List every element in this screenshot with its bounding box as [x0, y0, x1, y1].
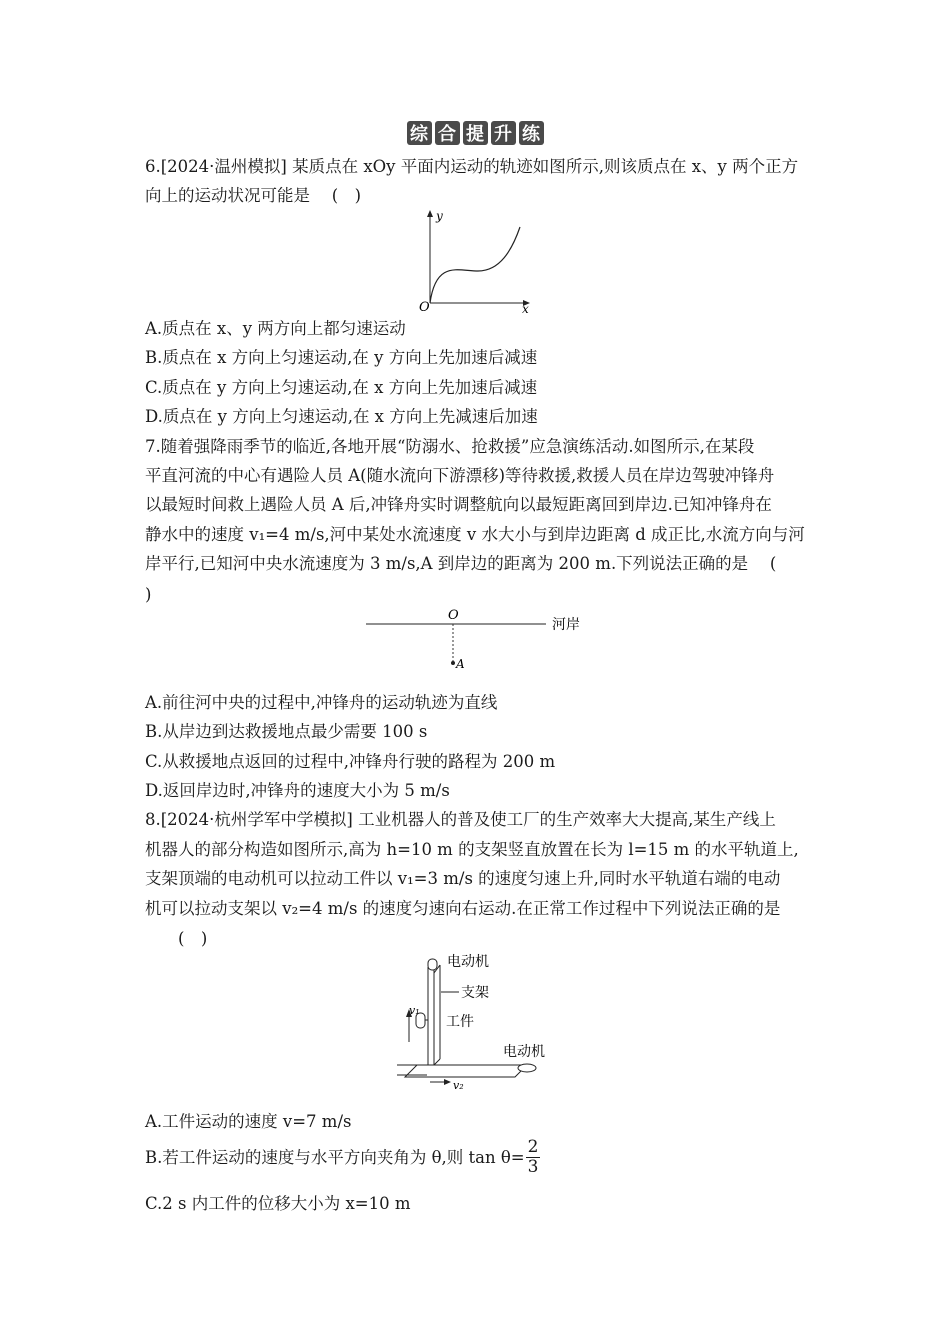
top-motor-shape [428, 959, 437, 970]
q6-option-a: A.质点在 x、y 两方向上都匀速运动 [145, 319, 406, 338]
q6-trajectory-figure [410, 205, 535, 317]
q7-stem-line: 岸平行,已知河中央水流速度为 3 m/s,A 到岸边的距离为 200 m.下列说法正确的是 ( [145, 554, 777, 573]
workpiece-label: 工件 [446, 1014, 474, 1030]
q7-option-b: B.从岸边到达救援地点最少需要 100 s [145, 722, 428, 741]
q7-option-c: C.从救援地点返回的过程中,冲锋舟行驶的路程为 200 m [145, 752, 556, 771]
y-axis-arrow [427, 210, 433, 217]
q8-stem-line: 8.[2024·杭州学军中学模拟] 工业机器人的普及使工厂的生产效率大大提高,某生产线上 [145, 810, 776, 829]
origin-label: O [419, 300, 430, 315]
q7-stem-line: 静水中的速度 v₁=4 m/s,河中某处水流速度 v 水大小与到岸边距离 d 成正比,水流方向与河 [145, 525, 805, 544]
header-char: 升 [491, 121, 516, 145]
q7-stem-line: 平直河流的中心有遇险人员 A(随水流向下游漂移)等待救援,救援人员在岸边驾驶冲锋舟 [145, 466, 775, 485]
x-axis-label: x [522, 302, 529, 316]
fraction-numerator: 2 [527, 1137, 539, 1157]
origin-label: O [448, 608, 459, 623]
point-a-dot [451, 661, 455, 665]
q8-option-c: C.2 s 内工件的位移大小为 x=10 m [145, 1194, 411, 1213]
header-char: 提 [463, 121, 488, 145]
q7-stem-line: ) [145, 585, 152, 604]
q6-option-c: C.质点在 y 方向上匀速运动,在 x 方向上先加速后减速 [145, 378, 538, 397]
v2-label: v₂ [453, 1079, 464, 1092]
v2-arrow-head [444, 1079, 451, 1085]
q8-stem-line: ( ) [178, 929, 208, 948]
header-char: 练 [519, 121, 544, 145]
q8-stem-line: 支架顶端的电动机可以拉动工件以 v₁=3 m/s 的速度匀速上升,同时水平轨道右端的电动 [145, 869, 781, 888]
q8-option-b-text: B.若工件运动的速度与水平方向夹角为 θ,则 tan θ= [145, 1147, 525, 1167]
point-a-label: A [456, 657, 465, 671]
q7-river-figure [364, 605, 604, 675]
q8-option-a: A.工件运动的速度 v=7 m/s [145, 1112, 352, 1131]
v1-label: v₁ [409, 1004, 420, 1017]
q6-option-d: D.质点在 y 方向上匀速运动,在 x 方向上先减速后加速 [145, 407, 538, 426]
right-motor-shape [518, 1064, 536, 1072]
header-char: 综 [407, 121, 432, 145]
right-motor-label: 电动机 [503, 1044, 545, 1060]
q6-stem-line: 6.[2024·温州模拟] 某质点在 xOy 平面内运动的轨迹如图所示,则该质点在 x、y 两个正方 [145, 157, 799, 176]
q8-option-b [145, 1138, 805, 1177]
q8-stem-line: 机可以拉动支架以 v₂=4 m/s 的速度匀速向右运动.在正常工作过程中下列说法正确的是 [145, 899, 781, 918]
q7-option-a: A.前往河中央的过程中,冲锋舟的运动轨迹为直线 [145, 693, 498, 712]
river-bank-label: 河岸 [552, 617, 580, 633]
frame-bottom-bevel [434, 1059, 440, 1065]
frame-label: 支架 [461, 985, 489, 1001]
q7-stem-line: 以最短时间救上遇险人员 A 后,冲锋舟实时调整航向以最短距离回到岸边.已知冲锋舟在 [145, 495, 772, 514]
q7-stem-line: 7.随着强降雨季节的临近,各地开展“防溺水、抢救援”应急演练活动.如图所示,在某段 [145, 437, 755, 456]
y-axis-label: y [436, 209, 443, 223]
header-char: 合 [435, 121, 460, 145]
q7-option-d: D.返回岸边时,冲锋舟的速度大小为 5 m/s [145, 781, 450, 800]
trajectory-curve [430, 227, 520, 303]
q8-robot-figure [397, 947, 562, 1095]
fraction-denominator: 3 [527, 1157, 539, 1177]
q6-option-b: B.质点在 x 方向上匀速运动,在 y 方向上先加速后减速 [145, 348, 538, 367]
q6-stem-line: 向上的运动状况可能是 ( ) [145, 186, 362, 205]
fraction [526, 1138, 541, 1177]
section-header [0, 121, 950, 149]
top-motor-label: 电动机 [447, 954, 489, 970]
q8-stem-line: 机器人的部分构造如图所示,高为 h=10 m 的支架竖直放置在长为 l=15 m 的水平轨道上, [145, 840, 799, 859]
